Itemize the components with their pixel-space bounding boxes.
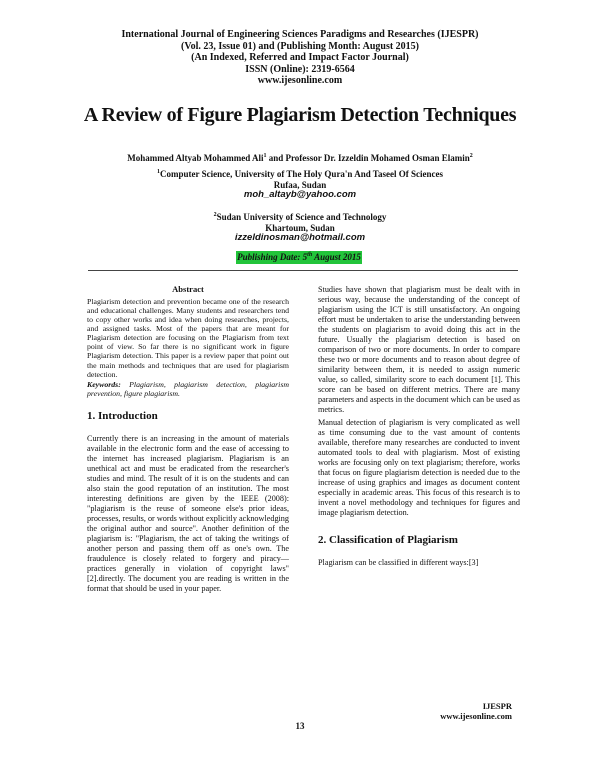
keywords-label: Keywords: bbox=[87, 379, 121, 389]
abstract-text: Plagiarism detection and prevention became one of the research and educational challenges. Many students and researchers tend to copy other works and idea when doing researches, projects, and assigned tasks. Most of the papers that are meant for Plagiarism detection are focusing on the Plagiarism from text point of view. So far there is no significant work in figure Plagiarism detection. This paper is a review paper that point out the main methods and techniques that are used for plagiarism detection. bbox=[87, 296, 289, 379]
author-1-sup: 1 bbox=[263, 153, 267, 159]
affiliation-2-city: Khartoum, Sudan bbox=[265, 222, 335, 233]
journal-issn: ISSN (Online): 2319-6564 bbox=[245, 63, 355, 75]
author-2-sup: 2 bbox=[469, 153, 473, 159]
affiliation-1-email: moh_altayb@yahoo.com bbox=[243, 189, 357, 200]
paper-title: A Review of Figure Plagiarism Detection Techniques bbox=[83, 104, 517, 126]
affiliation-2-email: izzeldinosman@hotmail.com bbox=[234, 232, 366, 243]
abstract-heading: Abstract bbox=[172, 284, 204, 294]
left-column bbox=[87, 285, 289, 594]
affiliation-1-dept: Computer Science, University of The Holy Qura'n And Taseel Of Sciences bbox=[160, 169, 443, 179]
journal-indexing: (An Indexed, Referred and Impact Factor Journal) bbox=[191, 52, 409, 63]
publishing-date-suffix: August 2015 bbox=[312, 252, 361, 262]
keywords bbox=[87, 380, 289, 398]
page-number: 13 bbox=[295, 721, 305, 731]
section-1-heading: 1. Introduction bbox=[87, 409, 158, 422]
footer-url: www.ijesonline.com bbox=[440, 711, 512, 721]
author-line bbox=[0, 153, 600, 163]
publishing-date-prefix: Publishing Date: 5 bbox=[237, 252, 308, 262]
section-2-text: Plagiarism can be classified in different ways:[3] bbox=[318, 557, 479, 567]
right-paragraph-1: Studies have shown that plagiarism must be dealt with in serious way, because the understanding of the concept of plagiarism using the ICT is still unsatisfactory. An ongoing effort must be undertaken to arise the understanding between the students on plagiarism to avoid doing this act in the future. Usually the plagiarism detection is based on comparison of two or more documents. In order to compare these two or more documents and to reason about degree of similarity between them, it is needed to assign numeric value, so called, similarity score to each document [1]. This score can be based on different metrics. There are many parameters and aspects in the document which can be used as metrics. bbox=[318, 285, 520, 414]
author-1: Mohammed Altyab Mohammed Ali bbox=[127, 153, 264, 163]
affiliation-2-dept: Sudan University of Science and Technology bbox=[216, 212, 387, 222]
right-paragraph-2: Manual detection of plagiarism is very complicated as well as time consuming due to the vast amount of contents available, therefore many researches are conducted to invent automated tools to deal with plagiarism. Most of existing works are focusing only on text plagiarism; therefore, works that focus on figure plagiarism detection is needed due to the increase of using graphics and images as document content especially in academic areas. This focus of this research is to invent a novel methodology and techniques for figures and image plagiarism detection. bbox=[318, 418, 520, 517]
section-1-text: Currently there is an increasing in the amount of materials available in the electronic form and the ease of accessing to the internet has increased plagiarism. Plagiarism is an unethical act and must be eradicated from the researcher's studies and mind. The result of it is on the students and can also stain the good reputation of an institution. The most interesting definitions are given by the IEEE (2008): "plagiarism is the reuse of someone else's prior ideas, processes, results, or words without explicitly acknowledging the original author and source". Another definition of the plagiarism is: "Plagiarism, the act of taking the writings of another person and passing them off as one's own. The fraudulence is closely related to forgery and piracy— practices generally in violation of copyright laws" [2].directly. The document you are reading is written in the format that should be used in your paper. bbox=[87, 433, 289, 593]
publishing-date-badge bbox=[236, 251, 362, 264]
affiliation-1-city: Rufaa, Sudan bbox=[273, 179, 327, 190]
author-2: and Professor Dr. Izzeldin Mohamed Osman Elamin bbox=[266, 153, 470, 163]
footer bbox=[440, 701, 512, 721]
journal-name: International Journal of Engineering Sciences Paradigms and Researches (IJESPR) bbox=[121, 29, 479, 40]
right-column bbox=[318, 285, 520, 568]
affiliation-1 bbox=[0, 169, 600, 201]
affiliation-1-sup: 1 bbox=[157, 169, 161, 175]
affiliation-2-sup: 2 bbox=[213, 212, 217, 218]
affiliation-2 bbox=[0, 212, 600, 244]
keywords-list: Plagiarism, plagiarism detection, plagiarism prevention, figure plagiarism. bbox=[87, 379, 289, 398]
journal-header bbox=[0, 29, 600, 87]
footer-journal: IJESPR bbox=[482, 701, 512, 711]
journal-volume: (Vol. 23, Issue 01) and (Publishing Month: August 2015) bbox=[180, 40, 420, 52]
header-divider bbox=[88, 270, 518, 271]
section-2-heading: 2. Classification of Plagiarism bbox=[318, 534, 458, 546]
journal-url: www.ijesonline.com bbox=[257, 75, 343, 86]
publishing-date-sup: th bbox=[307, 252, 313, 258]
